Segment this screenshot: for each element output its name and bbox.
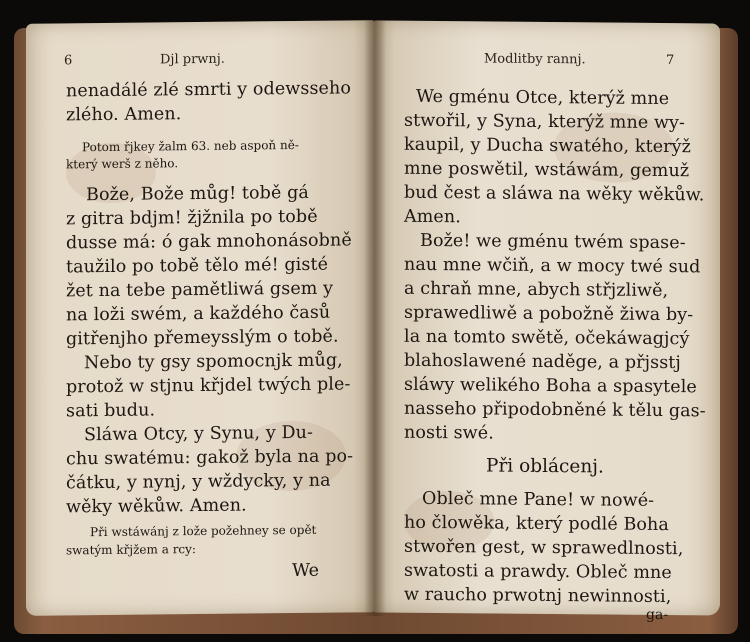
text-line: wěky wěkůw. Amen. xyxy=(66,495,247,518)
text-line: blahoslawené naděge, a přjsstj xyxy=(404,350,681,374)
text-line: stwořil, y Syna, kterýž mne wy- xyxy=(404,110,686,134)
text-line: stwořen gest, w sprawedlnosti, xyxy=(404,536,684,560)
text-line: swatosti a prawdy. Obleč mne xyxy=(404,560,672,584)
text-line: We gménu Otce, kterýž mne xyxy=(416,86,670,110)
catchword: ga- xyxy=(646,606,669,624)
text-line: w raucho prwotnj newinnosti, xyxy=(404,584,672,608)
text-line: na loži swém, a každého časů xyxy=(66,302,331,326)
text-line: Nebo ty gsy spomocnjk můg, xyxy=(84,350,343,374)
text-line: gitřenjho přemeysslým o tobě. xyxy=(66,326,339,350)
text-line: protož w stjnu křjdel twých ple- xyxy=(66,374,351,398)
right-running-head: Modlitby rannj. xyxy=(484,51,586,68)
rubric-line: Při wstáwánj z lože požehney se opět xyxy=(90,522,317,540)
text-line: Amen. xyxy=(404,206,461,228)
left-running-head: Djl prwnj. xyxy=(160,51,225,68)
text-line: Bože, Bože můg! tobě gá xyxy=(86,182,309,206)
right-page xyxy=(374,20,720,624)
text-line: Sláwa Otcy, y Synu, y Du- xyxy=(84,422,314,446)
text-line: Bože! we gménu twém spase- xyxy=(420,230,686,254)
text-line: dusse má: ó gak mnohonásobně xyxy=(66,230,352,254)
book-gutter xyxy=(364,20,386,616)
text-line: taužilo po tobě tělo mé! gisté xyxy=(66,254,329,278)
left-page-number: 6 xyxy=(64,53,73,69)
text-line: a chraň mne, abych střjzliwě, xyxy=(404,278,669,302)
text-line: zlého. Amen. xyxy=(66,104,182,126)
text-line: nasseho připodobněné k tělu gas- xyxy=(404,398,706,422)
text-line: ho člowěka, který podlé Boha xyxy=(404,512,669,536)
text-line: chu swatému: gakož byla na po- xyxy=(66,446,354,470)
text-line: kaupil, y Ducha swatého, kterýž xyxy=(404,134,691,158)
text-line: nau mne wčiň, a w mocy twé sud xyxy=(404,254,701,278)
text-line: nenadálé zlé smrti y odewsseho xyxy=(66,78,351,102)
text-line: z gitra bdjm! žjžnila po tobě xyxy=(66,206,318,230)
text-line: žet na tebe pamětliwá gsem y xyxy=(66,278,334,302)
section-heading: Při oblácenj. xyxy=(486,455,604,478)
text-line: sati budu. xyxy=(66,400,156,422)
text-line: Obleč mne Pane! w nowé- xyxy=(422,488,655,511)
rubric-line: swatým křjžem a rcy: xyxy=(66,542,196,558)
rubric-line: Potom řjkey žalm 63. neb aspoň ně- xyxy=(82,137,299,155)
left-page xyxy=(26,20,374,616)
catchword: We xyxy=(292,560,320,582)
text-line: nosti swé. xyxy=(404,422,494,444)
text-line: sláwy welikého Boha a spasytele xyxy=(404,374,697,398)
text-line: sprawedliwě a pobožně žiwa by- xyxy=(404,302,694,326)
right-page-number: 7 xyxy=(666,53,675,69)
text-line: bud čest a sláwa na wěky wěkůw. xyxy=(404,182,705,206)
text-line: la na tomto swětě, očekáwagjcý xyxy=(404,326,690,350)
text-line: mne poswětil, wstáwám, gemuž xyxy=(404,158,690,182)
rubric-line: který werš z něho. xyxy=(66,156,179,172)
text-line: čátku, y nynj, y wždycky, y na xyxy=(66,470,331,494)
